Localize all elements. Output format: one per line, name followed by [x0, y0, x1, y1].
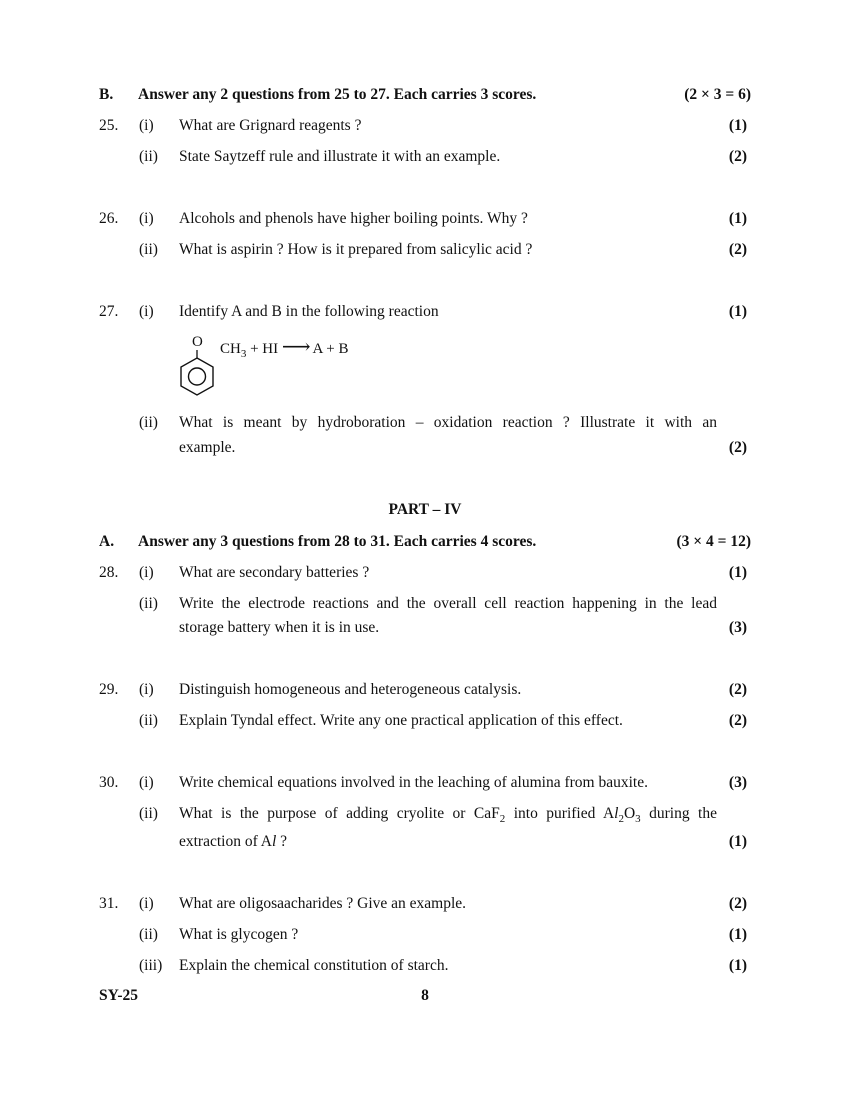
question-number: 31. — [99, 895, 119, 912]
section-marks: (2 × 3 = 6) — [684, 86, 751, 103]
question-marks: (2) — [728, 241, 747, 258]
question-text: Write chemical equations involved in the leaching of alumina from bauxite. — [179, 774, 648, 791]
section-letter: B. — [99, 86, 114, 103]
subpart-label: (ii) — [139, 241, 158, 258]
question-number: 29. — [99, 681, 119, 698]
question-text: Explain the chemical constitution of starch. — [179, 957, 449, 974]
subpart-label: (i) — [139, 564, 154, 581]
question-text: State Saytzeff rule and illustrate it with an example. — [179, 148, 501, 165]
section-instruction: Answer any 2 questions from 25 to 27. Each carries 3 scores. — [138, 86, 537, 103]
question-marks: (1) — [728, 210, 747, 227]
oxygen-label: O — [192, 334, 203, 350]
reaction-equation: $CH_3$ + HI ⟶ A + B — [220, 336, 349, 360]
subpart-label: (ii) — [139, 595, 158, 612]
question-marks: (1) — [728, 833, 747, 850]
question-marks: (2) — [728, 895, 747, 912]
question-text-continued: extraction of Al ? — [179, 833, 288, 850]
question-text: Write the electrode reactions and the overall cell reaction happening in the lead — [179, 595, 717, 612]
subpart-label: (ii) — [139, 148, 158, 165]
question-text: Distinguish homogeneous and heterogeneous catalysis. — [179, 681, 522, 698]
subpart-label: (ii) — [139, 926, 158, 943]
subpart-label: (i) — [139, 774, 154, 791]
subpart-label: (ii) — [139, 805, 158, 822]
question-text: What are secondary batteries ? — [179, 564, 370, 581]
question-text-continued: storage battery when it is in use. — [179, 619, 380, 636]
question-text: What are oligosaacharides ? Give an example. — [179, 895, 467, 912]
question-text: What is meant by hydroboration – oxidation reaction ? Illustrate it with an — [179, 414, 717, 431]
subpart-label: (i) — [139, 303, 154, 320]
section-instruction: Answer any 3 questions from 28 to 31. Each carries 4 scores. — [138, 533, 537, 550]
question-marks: (3) — [728, 619, 747, 636]
paper-code: SY-25 — [99, 987, 139, 1004]
question-marks: (2) — [728, 712, 747, 729]
subpart-label: (i) — [139, 117, 154, 134]
section-letter: A. — [99, 533, 115, 550]
question-text: Explain Tyndal effect. Write any one practical application of this effect. — [179, 712, 623, 729]
part-title: PART – IV — [388, 501, 462, 518]
subpart-label: (i) — [139, 210, 154, 227]
question-marks: (3) — [728, 774, 747, 791]
question-number: 28. — [99, 564, 119, 581]
question-marks: (2) — [728, 439, 747, 456]
question-marks: (1) — [728, 926, 747, 943]
question-marks: (2) — [728, 148, 747, 165]
question-text: What is glycogen ? — [179, 926, 299, 943]
question-marks: (2) — [728, 681, 747, 698]
question-text: Alcohols and phenols have higher boiling points. Why ? — [179, 210, 528, 227]
subpart-label: (i) — [139, 895, 154, 912]
question-text: What is the purpose of adding cryolite or CaF$_2$ into purified $Al_2O_3$ during the — [179, 805, 717, 825]
question-number: 25. — [99, 117, 119, 134]
question-text: What is aspirin ? How is it prepared from salicylic acid ? — [179, 241, 533, 258]
question-marks: (1) — [728, 117, 747, 134]
page-number: 8 — [421, 987, 429, 1004]
question-number: 27. — [99, 303, 119, 320]
question-marks: (1) — [728, 957, 747, 974]
question-number: 26. — [99, 210, 119, 227]
question-marks: (1) — [728, 564, 747, 581]
question-marks: (1) — [728, 303, 747, 320]
question-text: What are Grignard reagents ? — [179, 117, 362, 134]
subpart-label: (iii) — [139, 957, 163, 974]
subpart-label: (i) — [139, 681, 154, 698]
question-number: 30. — [99, 774, 119, 791]
subpart-label: (ii) — [139, 414, 158, 431]
benzene-ring-icon — [175, 350, 219, 400]
subpart-label: (ii) — [139, 712, 158, 729]
section-marks: (3 × 4 = 12) — [676, 533, 751, 550]
reaction-arrow: ⟶ — [281, 336, 310, 358]
question-text: Identify A and B in the following reaction — [179, 303, 439, 320]
question-text-continued: example. — [179, 439, 236, 456]
